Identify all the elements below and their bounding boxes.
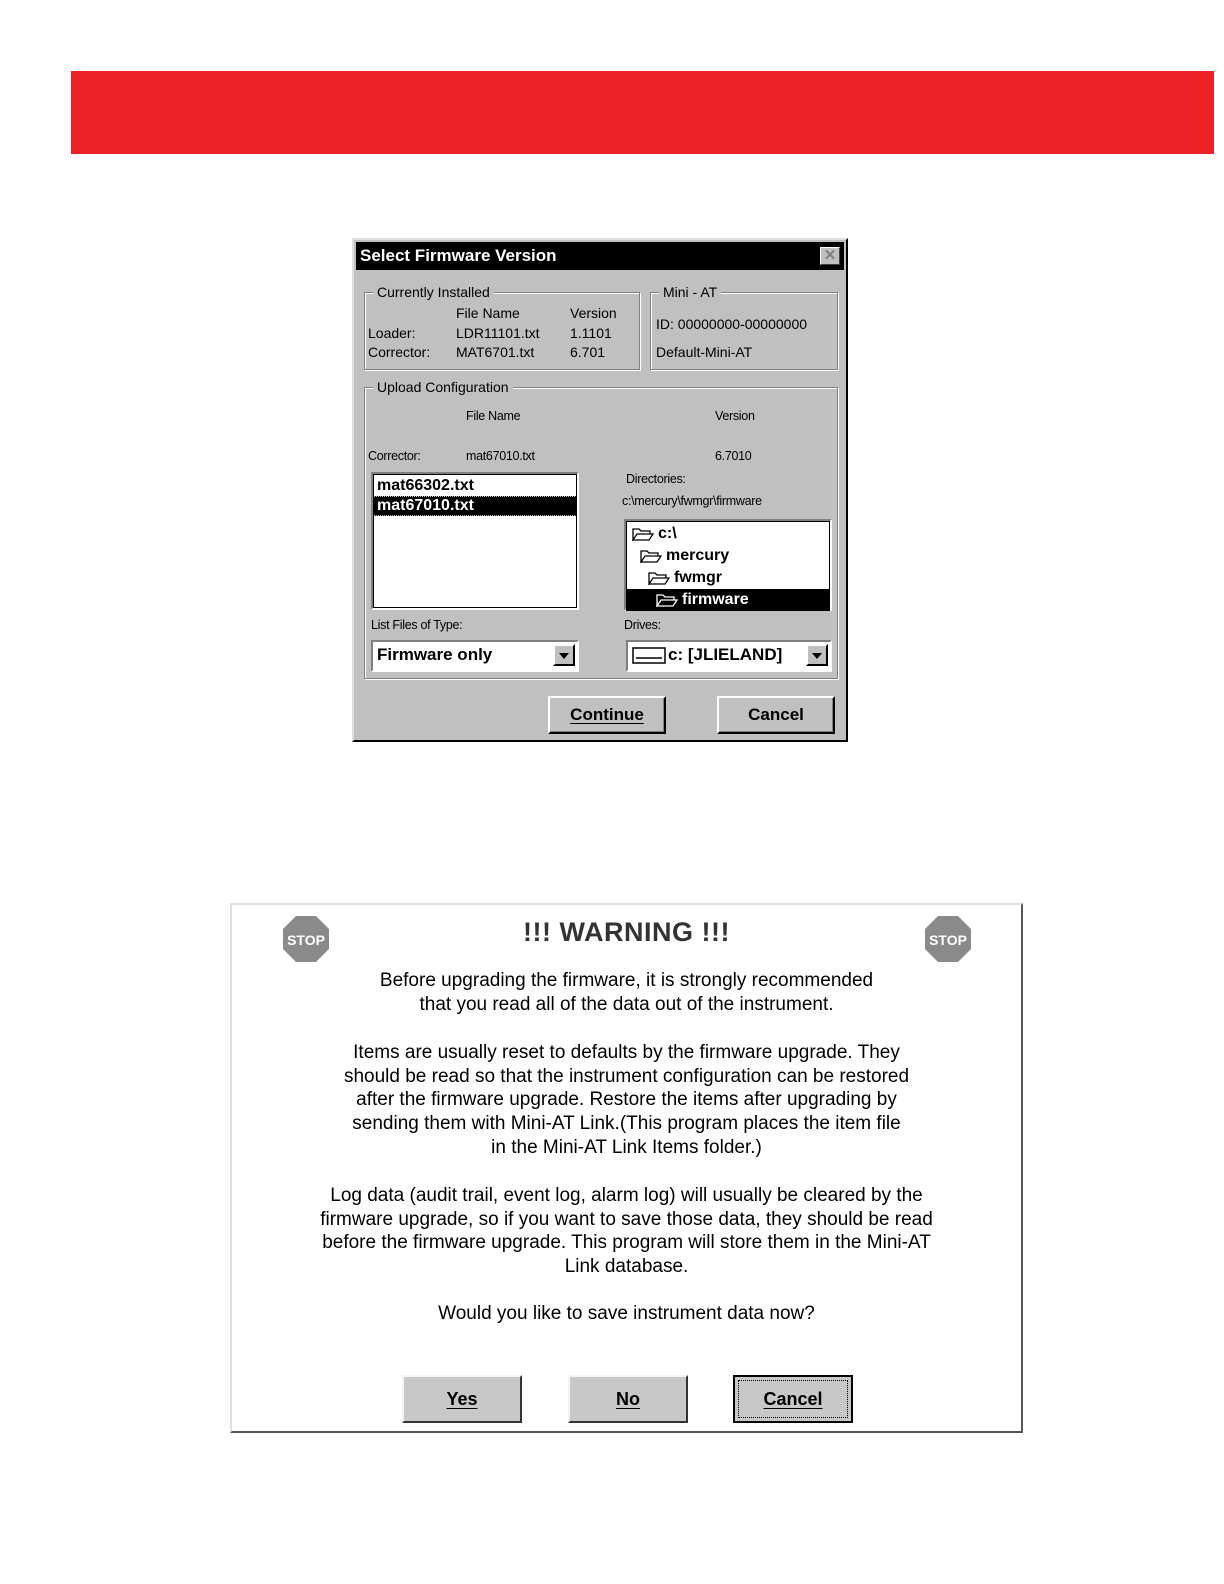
upload-configuration-label: Upload Configuration [373, 378, 513, 396]
upload-col-version: Version [715, 409, 755, 423]
drive-select[interactable] [626, 640, 832, 672]
warning-line: should be read so that the instrument configuration can be restored [343, 1065, 910, 1087]
warning-paragraph [242, 969, 1011, 1016]
warning-paragraph [242, 1041, 1011, 1160]
file-list-item-selected[interactable]: mat67010.txt [373, 496, 577, 516]
dir-item-firmware-selected[interactable] [626, 589, 830, 611]
stop-label: STOP [929, 932, 967, 948]
warning-line: in the Mini-AT Link Items folder.) [491, 1136, 762, 1158]
dir-item-mercury[interactable] [626, 545, 830, 567]
file-list-item[interactable]: mat66302.txt [377, 477, 474, 494]
loader-file: LDR11101.txt [456, 325, 540, 341]
directories-label: Directories: [626, 472, 686, 486]
corrector-version: 6.701 [570, 344, 606, 360]
dir-item-label: mercury [666, 547, 730, 564]
no-button[interactable] [568, 1375, 688, 1423]
open-folder-icon [656, 593, 678, 607]
stop-label: STOP [287, 932, 325, 948]
warning-line: sending them with Mini-AT Link.(This program places the item file [352, 1113, 901, 1135]
warning-line: Log data (audit trail, event log, alarm log) will usually be cleared by the [330, 1185, 923, 1206]
loader-label: Loader: [368, 325, 416, 341]
upload-corrector-version: 6.7010 [715, 449, 752, 463]
cancel-button-label: Cancel [748, 705, 804, 724]
current-directory-path: c:\mercury\fwmgr\firmware [622, 494, 762, 508]
warning-line: Would you like to save instrument data now? [438, 1303, 815, 1324]
file-type-value: Firmware only [377, 645, 493, 664]
continue-button[interactable] [548, 696, 666, 734]
dir-item-root[interactable] [626, 523, 830, 545]
warning-line: before the firmware upgrade. This program will store them in the Mini-AT [322, 1232, 931, 1254]
directory-tree[interactable] [624, 519, 832, 611]
close-icon[interactable]: ✕ [820, 247, 840, 265]
dir-item-label: c:\ [658, 525, 677, 542]
file-list[interactable] [371, 472, 579, 610]
list-files-of-type-label: List Files of Type: [371, 618, 463, 632]
warning-dialog [230, 903, 1023, 1433]
device-id: ID: 00000000-00000000 [656, 316, 808, 332]
yes-button[interactable] [402, 1375, 522, 1423]
cancel-button[interactable] [717, 696, 835, 734]
chevron-down-icon[interactable] [806, 644, 828, 666]
device-group-label: Mini - AT [659, 283, 721, 301]
no-button-label: No [616, 1389, 640, 1409]
open-folder-icon [632, 527, 654, 541]
currently-installed-label: Currently Installed [373, 283, 494, 301]
chevron-down-icon[interactable] [553, 644, 575, 666]
file-type-select[interactable] [371, 640, 579, 672]
drive-value-wrap [632, 642, 782, 668]
dialog-title-bar [356, 242, 844, 270]
open-folder-icon [648, 571, 670, 585]
warning-line: after the firmware upgrade. Restore the items after upgrading by [356, 1089, 897, 1111]
warning-line: Link database. [564, 1256, 689, 1278]
upload-col-file-name: File Name [466, 409, 521, 423]
warning-question [242, 1302, 1011, 1326]
dialog-title: Select Firmware Version [360, 246, 557, 265]
drive-icon [632, 645, 666, 665]
warning-line: Items are usually reset to defaults by the firmware upgrade. They [353, 1042, 900, 1063]
warning-cancel-button-label: Cancel [763, 1389, 823, 1409]
dir-item-label: fwmgr [674, 569, 722, 586]
dir-item-label: firmware [682, 591, 749, 608]
upload-corrector-label: Corrector: [368, 449, 421, 463]
warning-line: that you read all of the data out of the instrument. [419, 993, 834, 1015]
open-folder-icon [640, 549, 662, 563]
device-name: Default-Mini-AT [656, 344, 753, 360]
red-header-banner [71, 71, 1214, 154]
installed-col-version: Version [570, 305, 617, 321]
corrector-label: Corrector: [368, 344, 431, 360]
warning-line: Before upgrading the firmware, it is strongly recommended [379, 970, 874, 991]
upload-corrector-file: mat67010.txt [466, 449, 535, 463]
corrector-file: MAT6701.txt [456, 344, 535, 360]
warning-paragraph [242, 1184, 1011, 1279]
continue-button-label: Continue [570, 705, 644, 724]
yes-button-label: Yes [446, 1389, 478, 1409]
dir-item-fwmgr[interactable] [626, 567, 830, 589]
warning-title: !!! WARNING !!! [523, 917, 730, 947]
warning-cancel-button[interactable] [733, 1375, 853, 1423]
drive-value: c: [JLIELAND] [668, 645, 783, 664]
drives-label: Drives: [624, 618, 661, 632]
loader-version: 1.1101 [570, 325, 612, 341]
select-firmware-dialog [352, 238, 848, 742]
warning-line: firmware upgrade, so if you want to save those data, they should be read [320, 1208, 933, 1230]
installed-col-file-name: File Name [456, 305, 520, 321]
